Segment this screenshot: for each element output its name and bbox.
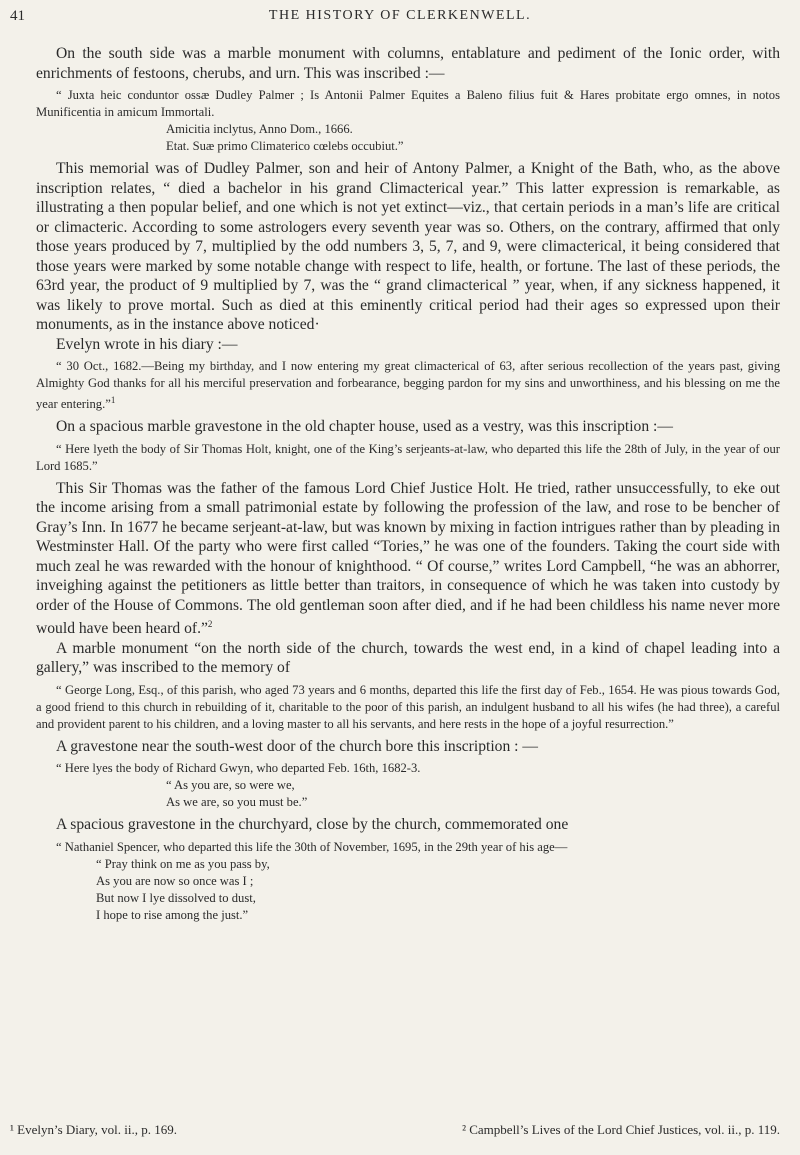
inscription-spencer: “ Nathaniel Spencer, who departed this life the 30th of November, 1695, in the 29th year of his age—	[56, 839, 568, 854]
page-number: 41	[10, 8, 25, 24]
verse-line-1: “ Pray think on me as you pass by,	[96, 856, 270, 871]
inscription-palmer: “ Juxta heic conduntor ossæ Dudley Palmer ; Is Antonii Palmer Equites a Baleno filius fuit & Hares probitate ergo omnes, in notos Munificentia in amicum Immortali.	[36, 88, 780, 119]
paragraph-chapter-house: On a spacious marble gravestone in the old chapter house, used as a vestry, was this inscription :—	[56, 418, 673, 436]
footnote-2: ² Campbell’s Lives of the Lord Chief Justices, vol. ii., p. 119.	[462, 1122, 780, 1137]
running-title: THE HISTORY OF CLERKENWELL.	[268, 8, 532, 23]
inscription-holt: “ Here lyeth the body of Sir Thomas Holt, knight, one of the King’s serjeants-at-law, who departed this life the 28th of July, in the year of our Lord 1685.”	[36, 441, 780, 473]
holt-text: This Sir Thomas was the father of the famous Lord Chief Justice Holt. He tried, rather unsuccessfully, to eke out the income arising from a small patrimonial estate by following the profession of the law, and rose to be bencher of Gray’s Inn. In 1677 he became serjeant-at-law, but was known by mixing in faction intrigues rather than by pleading in Westminster Hall. Of the party who were first called “Tories,” he was one of the founders. Taking the court side with much zeal he was rewarded with the honour of knighthood. “ Of course,” writes Lord Campbell, “he was an abhorrer, inveighing against the petitioners as little better than traitors, in consequence of which he was taken into custody by order of the House of Commons. The old gentleman soon after died, and if he had been childless his name never more would have been heard of.”	[36, 479, 780, 638]
inscription-palmer-line2: Amicitia inclytus, Anno Dom., 1666.	[166, 122, 353, 136]
paragraph-south-west-door: A gravestone near the south-west door of the church bore this inscription : —	[56, 737, 538, 755]
paragraph-climacteric: This memorial was of Dudley Palmer, son and heir of Antony Palmer, a Knight of the Bath, who, as the above inscription relates, “ died a bachelor in his grand Climacterical year.” This latter expression is remarkable, as illustrating a then popular belief, and one which is not yet extinct—viz., that certain periods in a man’s life are critical or climacteric. According to some astrologers every seventh year was so. Others, on the contrary, affirmed that only those years produced by 7, multiplied by the odd numbers 3, 5, 7, and 9, were climacterical, it being considered that those years were marked by some notable change with respect to life, health, or fortune. The last of these periods, the 63rd year, the product of 9 multiplied by 7, was the “ grand climacterical ” year, when, if any sickness happened, it was likely to prove mortal. Such as died at this eminently critical period had their ages so expressed upon their monuments, as in the instance above noticed·	[36, 160, 780, 333]
verse-line-4: I hope to rise among the just.”	[96, 907, 249, 922]
inscription-gwyn-verse1: “ As you are, so were we,	[166, 778, 295, 793]
quote-evelyn-text: “ 30 Oct., 1682.—Being my birthday, and I now entering my great climacterical of 63, after serious recollection of the years past, giving Almighty God thanks for all his merciful preservation and forbearance, begging pardon for my sins and unworthiness, and his blessing on me the year entering.”	[36, 359, 780, 412]
paragraph-evelyn: Evelyn wrote in his diary :—	[56, 335, 238, 353]
footnotes	[10, 1122, 780, 1138]
page-body	[36, 44, 780, 924]
paragraph-thomas-holt	[36, 479, 780, 639]
footnote-1: ¹ Evelyn’s Diary, vol. ii., p. 169.	[10, 1122, 177, 1137]
verse-line-2: As you are now so once was I ;	[96, 873, 254, 888]
inscription-gwyn: “ Here lyes the body of Richard Gwyn, who departed Feb. 16th, 1682-3.	[56, 761, 421, 776]
footnote-ref-2: 2	[207, 619, 213, 630]
footnote-ref-1: 1	[110, 395, 116, 405]
inscription-palmer-line3: Etat. Suæ primo Climaterico cœlebs occubiut.”	[166, 139, 404, 153]
quote-evelyn-diary	[36, 358, 780, 413]
verse-line-3: But now I lye dissolved to dust,	[96, 890, 256, 905]
inscription-gwyn-verse2: As we are, so you must be.”	[166, 795, 308, 810]
paragraph-marble-monument: A marble monument “on the north side of the church, towards the west end, in a kind of chapel leading into a gallery,” was inscribed to the memory of	[36, 639, 780, 677]
page-header	[10, 8, 790, 30]
inscription-long: “ George Long, Esq., of this parish, who aged 73 years and 6 months, departed this life the first day of Feb., 1654. He was pious towards God, a good friend to this church in rebuilding of it, charitable to the poor of this parish, an indulgent husband to all his wifes (he had three), a careful and provident parent to his children, and a loving master to all his servants, and here rests in the hope of a joyful resurrection.”	[36, 682, 780, 731]
paragraph-monument: On the south side was a marble monument with columns, entablature and pediment of the Ionic order, with enrichments of festoons, cherubs, and urn. This was inscribed :—	[36, 45, 780, 82]
paragraph-churchyard: A spacious gravestone in the churchyard, close by the church, commemorated one	[56, 816, 569, 834]
